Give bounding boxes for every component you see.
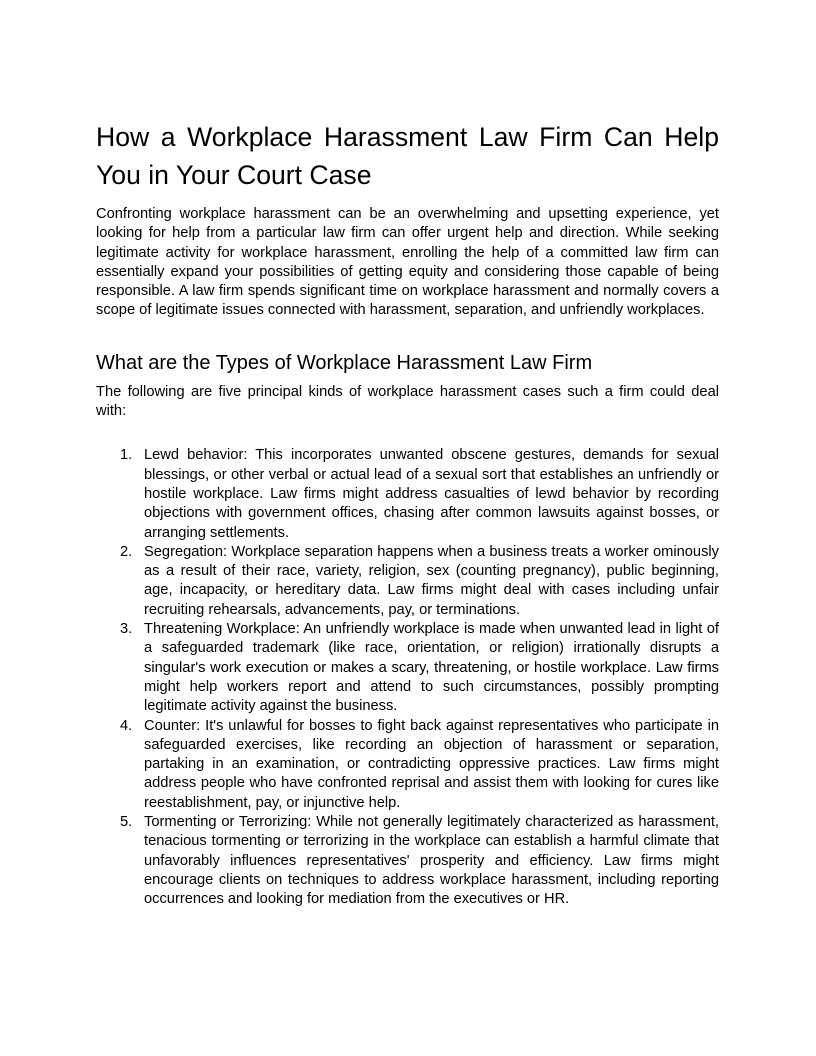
harassment-types-list (96, 446, 719, 909)
list-item (96, 813, 719, 909)
list-item-text: Segregation: Workplace separation happens when a business treats a worker ominously as a result of their race, variety, religion, sex (counting pregnancy), public beginning, age, incapacity, or hereditary data. Law firms might deal with cases including unfair recruiting rehearsals, advancements, pay, or terminations. (144, 543, 719, 618)
list-item (96, 620, 719, 716)
list-item-text: Threatening Workplace: An unfriendly workplace is made when unwanted lead in light of a safeguarded trademark (like race, orientation, or religion) irrationally disrupts a singular's work execution or makes a scary, threatening, or hostile workplace. Law firms might help workers report and attend to such circumstances, possibly prompting legitimate activity against the business. (144, 621, 719, 715)
section-lead-paragraph: The following are five principal kinds of workplace harassment cases such a firm could deal with: (96, 383, 719, 420)
document-page (96, 118, 719, 910)
list-item-text: Lewd behavior: This incorporates unwanted obscene gestures, demands for sexual blessings, or other verbal or actual lead of a sexual sort that establishes an unfriendly or hostile workplace. Law firms might address casualties of lewd behavior by recording objections with government offices, chasing after common lawsuits against bosses, or arranging settlements. (144, 447, 719, 541)
intro-paragraph: Confronting workplace harassment can be an overwhelming and upsetting experience, yet looking for help from a particular law firm can offer urgent help and direction. While seeking legitimate activity for workplace harassment, enrolling the help of a committed law firm can essentially expand your possibilities of getting equity and considering those capable of being responsible. A law firm spends significant time on workplace harassment and normally covers a scope of legitimate issues connected with harassment, separation, and unfriendly workplaces. (96, 206, 719, 319)
list-item-text: Tormenting or Terrorizing: While not generally legitimately characterized as harassment, tenacious tormenting or terrorizing in the workplace can establish a harmful climate that unfavorably influences representatives' prosperity and efficiency. Law firms might encourage clients on techniques to address workplace harassment, including reporting occurrences and looking for mediation from the executives or HR. (144, 814, 719, 908)
list-item (96, 446, 719, 542)
list-item-number: 3. (120, 621, 133, 638)
list-item (96, 717, 719, 813)
list-item-number: 1. (120, 447, 133, 464)
page-title: How a Workplace Harassment Law Firm Can Help You in Your Court Case (96, 122, 719, 190)
list-item (96, 543, 719, 620)
list-item-number: 4. (120, 717, 133, 734)
section-heading: What are the Types of Workplace Harassment Law Firm (96, 351, 593, 374)
list-item-number: 5. (120, 814, 133, 831)
list-item-number: 2. (120, 543, 133, 560)
list-item-text: Counter: It's unlawful for bosses to fight back against representatives who participate in safeguarded exercises, like recording an objection of harassment or separation, partaking in an examination, or contradicting oppressive practices. Law firms might address people who have confronted reprisal and assist them with looking for cures like reestablishment, pay, or injunctive help. (144, 717, 719, 811)
